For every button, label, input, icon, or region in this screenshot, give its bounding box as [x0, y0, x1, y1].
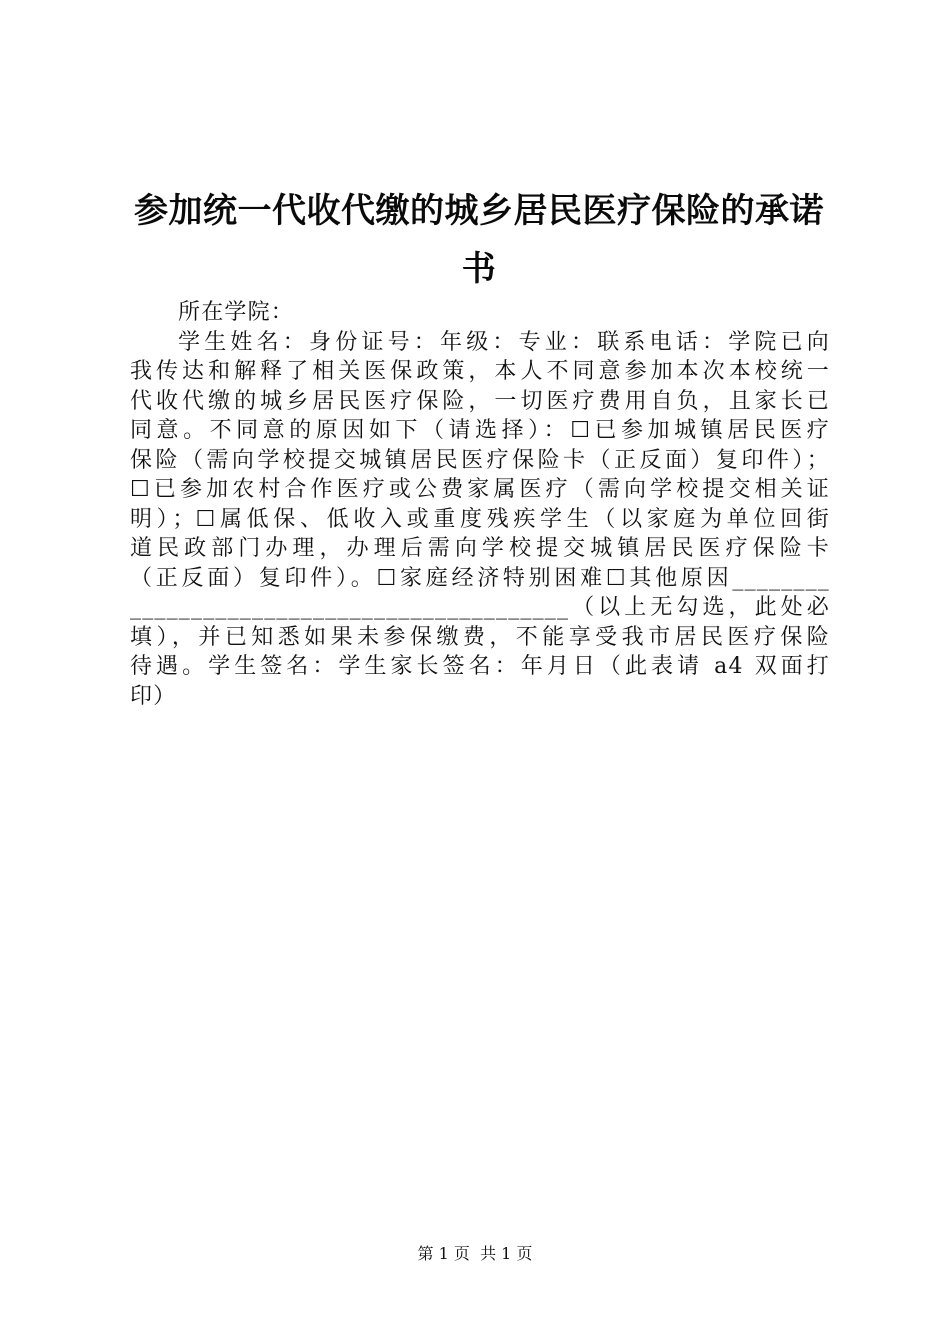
body-line-college: 所在学院：: [178, 300, 295, 325]
body-line: 填），并已知悉如果未参保缴费，不能享受我市居民医疗保险: [130, 624, 830, 650]
body-line: ☐已参加农村合作医疗或公费家属医疗（需向学校提交相关证: [130, 477, 830, 502]
body-line: （正反面）复印件）。☐家庭经济特别困难☐其他原因________: [130, 565, 830, 591]
body-line: 明）；☐属低保、低收入或重度残疾学生（以家庭为单位回街: [130, 506, 830, 532]
body-line: 待遇。学生签名：学生家长签名：年月日（此表请 a4 双面打: [130, 654, 830, 679]
body-line: 印）: [130, 683, 177, 709]
body-line: 我传达和解释了相关医保政策，本人不同意参加本次本校统一: [130, 359, 830, 384]
document-title: 参加统一代收代缴的城乡居民医疗保险的承诺书: [134, 191, 824, 289]
page-number-label: 第 1 页 共 1 页: [417, 1244, 533, 1263]
body-line: 道民政部门办理，办理后需向学校提交城镇居民医疗保险卡: [130, 536, 830, 561]
body-line: 代收代缴的城乡居民医疗保险，一切医疗费用自负，且家长已: [130, 388, 830, 414]
body-line: 学生姓名：身份证号：年级：专业：联系电话：学院已向: [178, 329, 830, 355]
document-body: [130, 298, 830, 711]
page-footer: [0, 1243, 950, 1265]
body-line: ____________________________________（以上无勾选，此处必: [130, 595, 830, 620]
body-line: 保险（需向学校提交城镇居民医疗保险卡（正反面）复印件）；: [130, 447, 830, 473]
body-line: 同意。不同意的原因如下（请选择）：☐已参加城镇居民医疗: [130, 418, 830, 443]
